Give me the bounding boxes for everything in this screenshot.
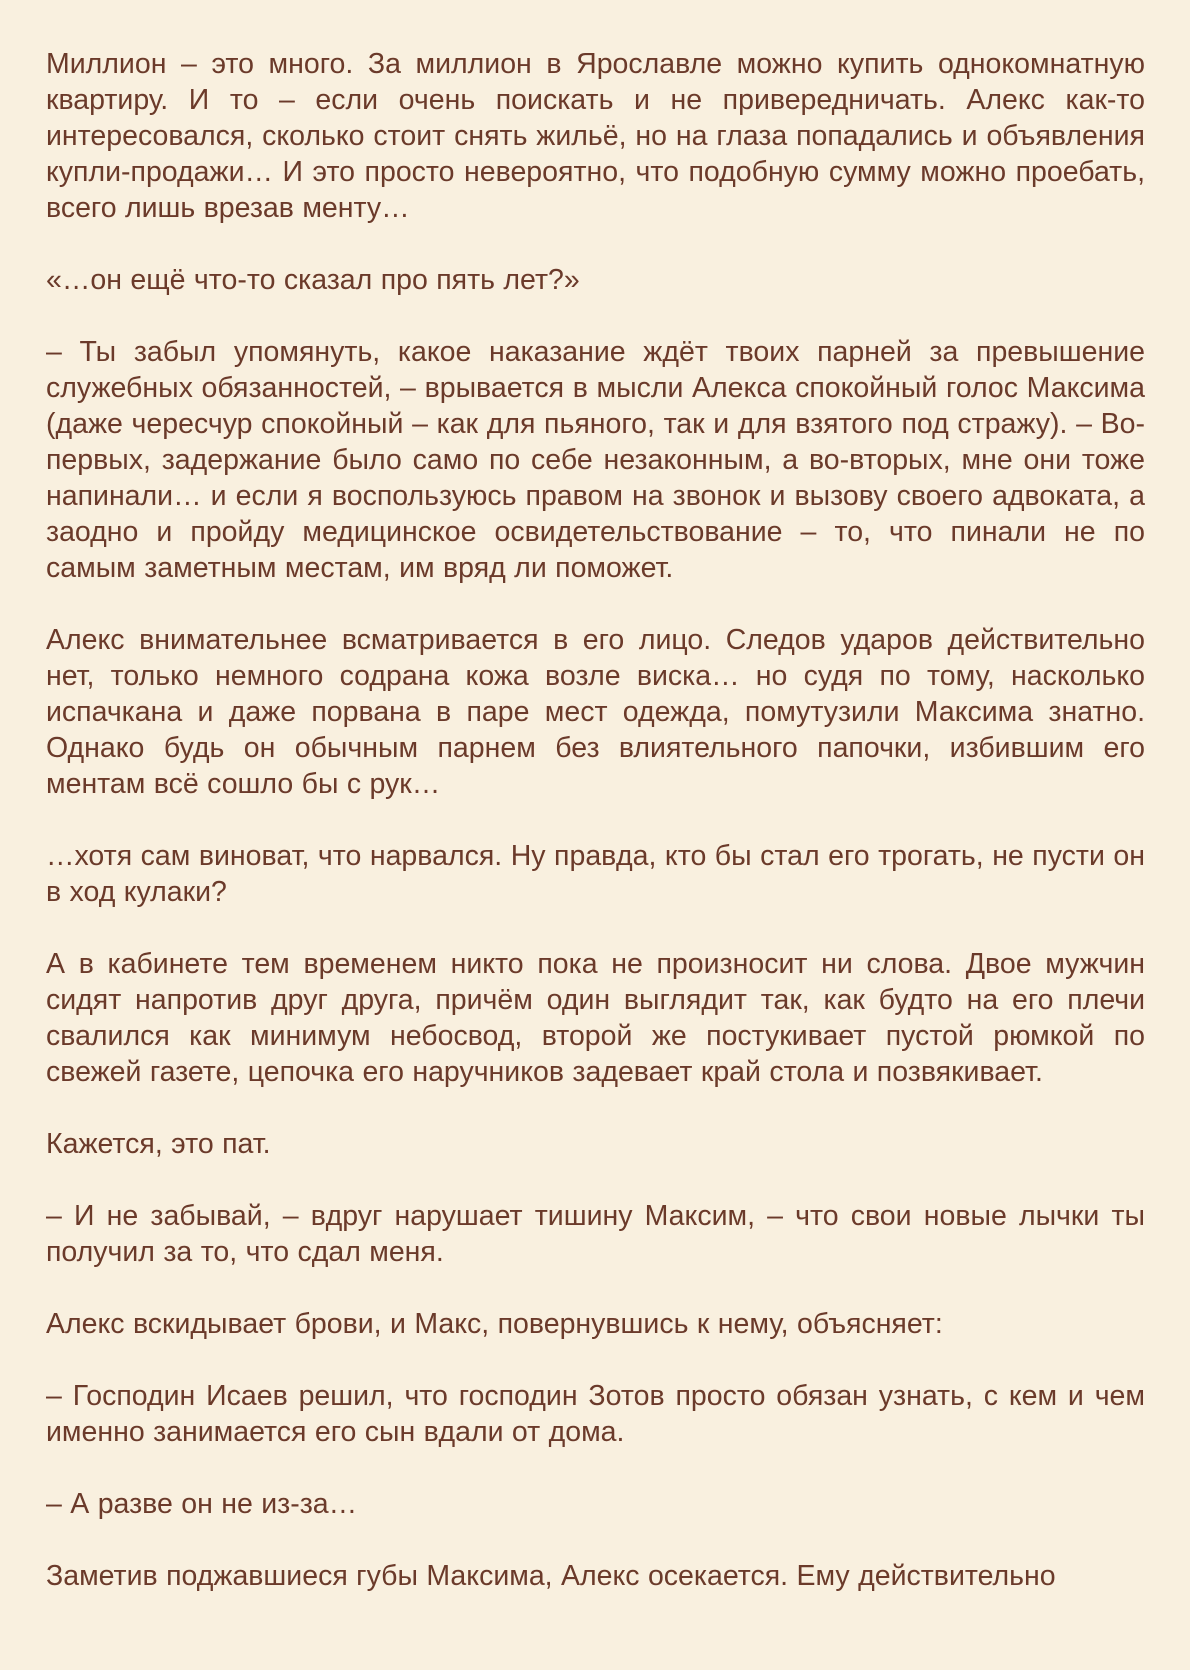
paragraph: А в кабинете тем временем никто пока не произносит ни слова. Двое мужчин сидят напротив друг друга, причём один выглядит так, как будто на его плечи свалился как минимум небосвод, второй же постукивает пустой рюмкой по свежей газете, цепочка его наручников задевает край стола и позвякивает.: [46, 948, 1145, 1088]
paragraph: Кажется, это пат.: [46, 1128, 271, 1160]
paragraph: Алекс внимательнее всматривается в его лицо. Следов ударов действительно нет, только немного содрана кожа возле виска… но судя по тому, насколько испачкана и даже порвана в паре мест одежда, помутузили Максима знатно. Однако будь он обычным парнем без влиятельного папочки, избившим его ментам всё сошло бы с рук…: [46, 624, 1145, 800]
paragraph: – И не забывай, – вдруг нарушает тишину Максим, – что свои новые лычки ты получил за то, что сдал меня.: [46, 1200, 1145, 1268]
paragraph: Миллион – это много. За миллион в Ярославле можно купить однокомнатную квартиру. И то – если очень поискать и не привередничать. Алекс как-то интересовался, сколько стоит снять жильё, но на глаза попадались и объявления купли-продажи… И это просто невероятно, что подобную сумму можно проебать, всего лишь врезав менту…: [46, 48, 1145, 224]
paragraph: – Ты забыл упомянуть, какое наказание ждёт твоих парней за превышение служебных обязанностей, – врывается в мысли Алекса спокойный голос Максима (даже чересчур спокойный – как для пьяного, так и для взятого под стражу). – Во-первых, задержание было само по себе незаконным, а во-вторых, мне они тоже напинали… и если я воспользуюсь правом на звонок и вызову своего адвоката, а заодно и пройду медицинское освидетельствование – то, что пинали не по самым заметным местам, им вряд ли поможет.: [46, 336, 1145, 584]
paragraph: Заметив поджавшиеся губы Максима, Алекс осекается. Ему действительно: [46, 1560, 1056, 1592]
paragraph: Алекс вскидывает брови, и Макс, повернувшись к нему, объясняет:: [46, 1308, 943, 1340]
paragraph: …хотя сам виноват, что нарвался. Ну правда, кто бы стал его трогать, не пусти он в ход кулаки?: [46, 840, 1145, 908]
paragraph: – А разве он не из-за…: [46, 1488, 358, 1520]
paragraph: – Господин Исаев решил, что господин Зотов просто обязан узнать, с кем и чем именно занимается его сын вдали от дома.: [46, 1380, 1145, 1448]
paragraph: «…он ещё что-то сказал про пять лет?»: [46, 264, 580, 296]
